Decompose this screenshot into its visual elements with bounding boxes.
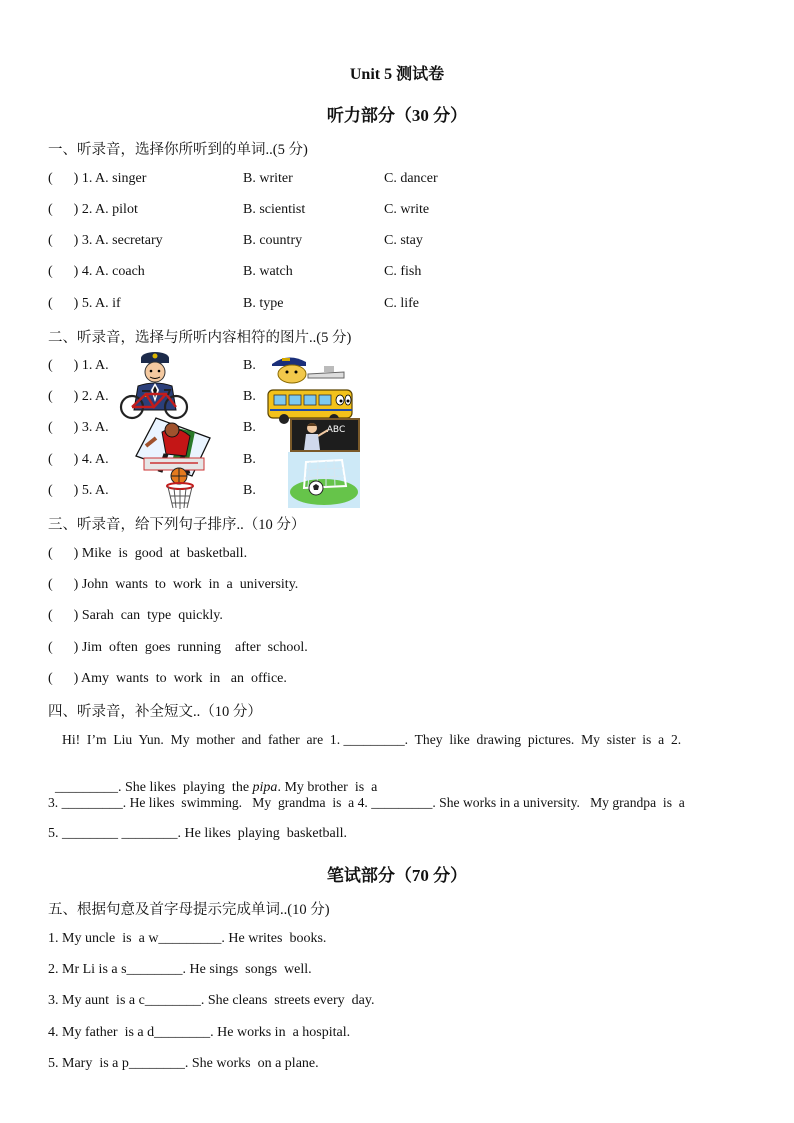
list-item: ( ) Jim often goes running after school. [48, 640, 308, 655]
part-two-title: 笔试部分（70 分） [326, 866, 468, 885]
option-c: C. stay [384, 233, 423, 248]
section-2-heading: 二、听录音，选择与所听内容相符的图片..(5 分) [48, 330, 352, 346]
question-text: ( ) 1. A. [48, 358, 109, 373]
section-1-heading: 一、听录音，选择你所听到的单词..(5 分) [48, 142, 308, 158]
question-text: ( ) 5. A. if [48, 296, 121, 311]
question-text: ( ) 4. A. coach [48, 264, 145, 279]
blackboard-text: ABC [326, 425, 346, 435]
section-5-heading: 五、根据句意及首字母提示完成单词..(10 分) [48, 902, 330, 918]
option-b: B. [243, 389, 256, 404]
list-item: 1. My uncle is a w_________. He writes books. [48, 931, 327, 946]
list-item: 3. My aunt is a c________. She cleans streets every day. [48, 993, 375, 1008]
option-c: C. fish [384, 264, 422, 279]
teacher-blackboard-icon [290, 418, 360, 452]
list-item [48, 264, 748, 282]
passage-line-3: 3. _________. He likes swimming. My grandma is a 4. _________. She works in a university. My grandpa is a [48, 795, 685, 810]
option-b: B. [243, 358, 256, 373]
option-b: B. watch [243, 264, 293, 279]
soccer-goal-icon [288, 452, 360, 508]
list-item [48, 171, 748, 189]
question-text: ( ) 2. A. pilot [48, 202, 138, 217]
list-item [48, 296, 748, 314]
option-c: C. dancer [384, 171, 438, 186]
list-item: 4. My father is a d________. He works in a hospital. [48, 1025, 351, 1040]
part-one-title: 听力部分（30 分） [326, 106, 468, 125]
passage-text: _________. She likes playing the [55, 780, 253, 795]
option-b: B. type [243, 296, 284, 311]
option-c: C. life [384, 296, 419, 311]
basketball-hoop-icon [142, 456, 206, 512]
list-item: 5. Mary is a p________. She works on a plane. [48, 1056, 319, 1071]
list-item: 2. Mr Li is a s________. He sings songs well. [48, 962, 312, 977]
question-text: ( ) 1. A. singer [48, 171, 147, 186]
list-item: ( ) John wants to work in a university. [48, 577, 299, 592]
question-text: ( ) 4. A. [48, 452, 109, 467]
list-item: ( ) Sarah can type quickly. [48, 608, 223, 623]
section-3-heading: 三、听录音，给下列句子排序..（10 分） [48, 517, 306, 533]
page-title: Unit 5 测试卷 [349, 66, 445, 83]
option-b: B. writer [243, 171, 293, 186]
option-c: C. write [384, 202, 430, 217]
section-4-heading: 四、听录音，补全短文..（10 分） [48, 704, 262, 720]
pilot-icon [268, 352, 348, 384]
option-b: B. [243, 420, 256, 435]
option-b: B. country [243, 233, 303, 248]
list-item: ( ) Mike is good at basketball. [48, 546, 248, 561]
list-item [48, 202, 748, 220]
passage-line-4: 5. ________ ________. He likes playing basketball. [48, 826, 348, 841]
passage-italic-word: pipa [252, 780, 278, 795]
question-text: ( ) 2. A. [48, 389, 109, 404]
list-item [48, 233, 748, 251]
question-text: ( ) 5. A. [48, 483, 109, 498]
question-text: ( ) 3. A. [48, 420, 109, 435]
option-b: B. [243, 483, 256, 498]
passage-line-2 [48, 764, 746, 796]
option-b: B. [243, 452, 256, 467]
question-text: ( ) 3. A. secretary [48, 233, 163, 248]
passage-text: . My brother is a [277, 780, 378, 795]
passage-line-1: Hi! I’m Liu Yun. My mother and father are 1. _________. They like drawing pictures. My sister is a 2. [62, 732, 682, 747]
option-b: B. scientist [243, 202, 306, 217]
list-item: ( ) Amy wants to work in an office. [48, 671, 287, 686]
